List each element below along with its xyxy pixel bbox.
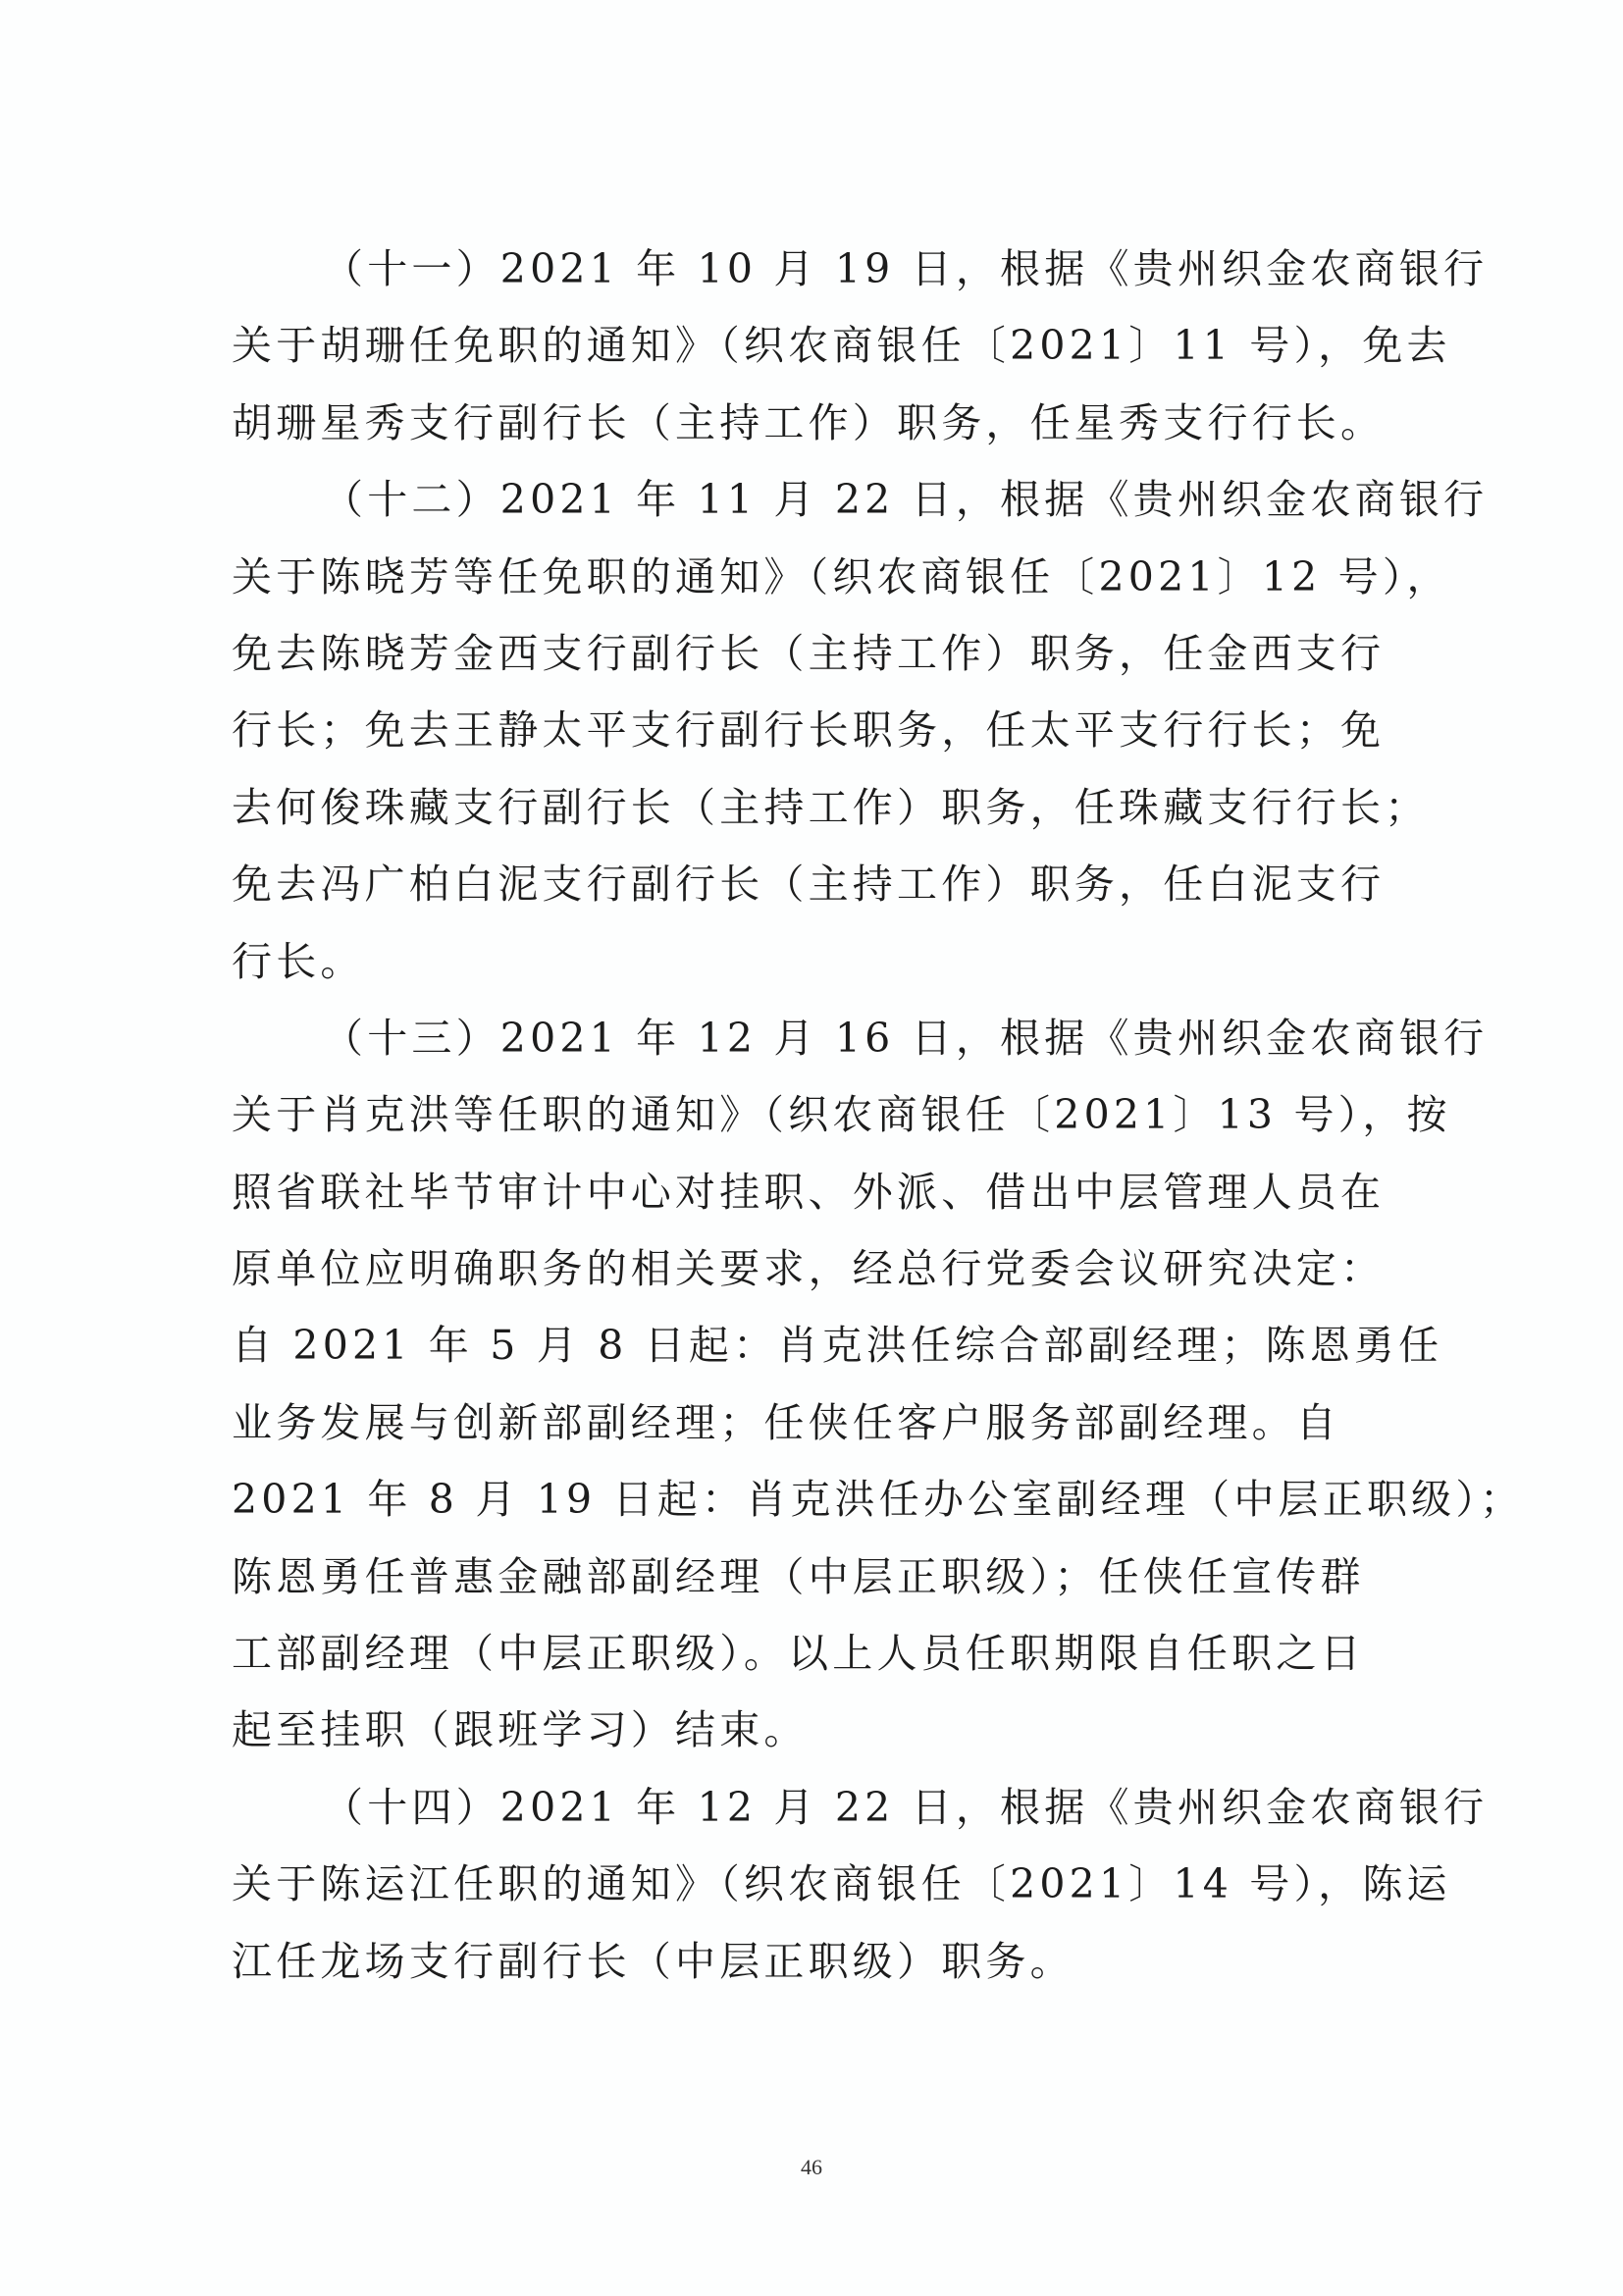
paragraph-12-line-2: 关于陈晓芳等任免职的通知》（织农商银任〔2021〕12 号）， [232, 552, 1451, 600]
paragraph-13-line-4: 原单位应明确职务的相关要求，经总行党委会议研究决定： [232, 1245, 1386, 1293]
page-number: 46 [801, 2155, 822, 2179]
paragraph-12-line-1: （十二）2021 年 11 月 22 日，根据《贵州织金农商银行 [323, 476, 1489, 524]
paragraph-12-line-4: 行长；免去王静太平支行副行长职务，任太平支行行长；免 [232, 706, 1386, 755]
paragraph-13-line-5: 自 2021 年 5 月 8 日起：肖克洪任综合部副经理；陈恩勇任 [232, 1322, 1443, 1370]
paragraph-13-line-8: 陈恩勇任普惠金融部副经理（中层正职级）；任侠任宣传群 [232, 1552, 1365, 1600]
body-text [232, 231, 1525, 2000]
paragraph-11-line-2: 关于胡珊任免职的通知》（织农商银任〔2021〕11 号），免去 [232, 322, 1451, 370]
paragraph-13-line-1: （十三）2021 年 12 月 16 日，根据《贵州织金农商银行 [323, 1014, 1489, 1062]
paragraph-13-line-10: 起至挂职（跟班学习）结束。 [232, 1706, 809, 1754]
paragraph-14-line-3: 江任龙场支行副行长（中层正职级）职务。 [232, 1937, 1074, 1985]
paragraph-12-line-7: 行长。 [232, 937, 365, 985]
paragraph-13-line-2: 关于肖克洪等任职的通知》（织农商银任〔2021〕13 号），按 [232, 1091, 1451, 1139]
paragraph-11-line-3: 胡珊星秀支行副行长（主持工作）职务，任星秀支行行长。 [232, 398, 1386, 446]
paragraph-13-line-3: 照省联社毕节审计中心对挂职、外派、借出中层管理人员在 [232, 1168, 1386, 1216]
paragraph-12-line-5: 去何俊珠藏支行副行长（主持工作）职务，任珠藏支行行长； [232, 783, 1430, 831]
paragraph-12-line-3: 免去陈晓芳金西支行副行长（主持工作）职务，任金西支行 [232, 629, 1386, 677]
paragraph-13-line-6: 业务发展与创新部副经理；任侠任客户服务部副经理。自 [232, 1398, 1340, 1446]
paragraph-12-line-6: 免去冯广柏白泥支行副行长（主持工作）职务，任白泥支行 [232, 861, 1386, 909]
paragraph-13-line-9: 工部副经理（中层正职级）。以上人员任职期限自任职之日 [232, 1630, 1365, 1678]
paragraph-13-line-7: 2021 年 8 月 19 日起：肖克洪任办公室副经理（中层正职级）； [232, 1476, 1525, 1524]
paragraph-14-line-1: （十四）2021 年 12 月 22 日，根据《贵州织金农商银行 [323, 1783, 1489, 1831]
paragraph-11-line-1: （十一）2021 年 10 月 19 日，根据《贵州织金农商银行 [323, 245, 1489, 292]
paragraph-14-line-2: 关于陈运江任职的通知》（织农商银任〔2021〕14 号），陈运 [232, 1860, 1451, 1908]
